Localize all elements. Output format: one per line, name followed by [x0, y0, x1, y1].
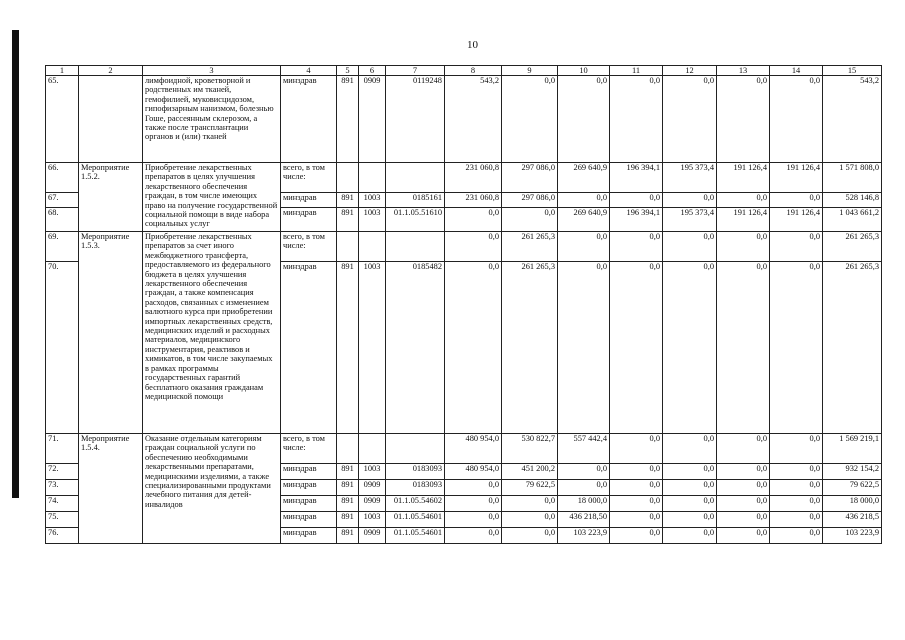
- value-cell: 0,0: [502, 208, 558, 232]
- table-row: [46, 232, 882, 262]
- value-cell: 1 569 219,1: [823, 434, 882, 464]
- row-number: 72.: [46, 464, 79, 480]
- code-cell: [337, 163, 359, 193]
- value-cell: 0,0: [558, 232, 610, 262]
- value-cell: 231 060,8: [445, 193, 502, 208]
- value-cell: 0,0: [610, 193, 663, 208]
- code-cell: 1003: [359, 512, 386, 528]
- value-cell: 0,0: [770, 262, 823, 434]
- value-cell: 103 223,9: [823, 528, 882, 544]
- value-cell: 0,0: [502, 496, 558, 512]
- code-cell: 0909: [359, 528, 386, 544]
- header-cell: 9: [502, 66, 558, 76]
- value-cell: 0,0: [610, 480, 663, 496]
- row-number: 75.: [46, 512, 79, 528]
- payer-cell: минздрав: [281, 480, 337, 496]
- value-cell: 0,0: [717, 76, 770, 163]
- code-cell: [337, 434, 359, 464]
- value-cell: 0,0: [663, 434, 717, 464]
- value-cell: 0,0: [770, 232, 823, 262]
- value-cell: 0,0: [445, 232, 502, 262]
- value-cell: 79 622,5: [823, 480, 882, 496]
- value-cell: 543,2: [445, 76, 502, 163]
- header-cell: 1: [46, 66, 79, 76]
- value-cell: 0,0: [445, 512, 502, 528]
- description-cell: Приобретение лекарственных препаратов в целях улучшения лекарственного обеспечения граждан, в том числе имеющих право на получение государственной социальной помощи в виде набора социальных услуг: [143, 163, 281, 232]
- code-cell: 891: [337, 262, 359, 434]
- value-cell: 0,0: [445, 262, 502, 434]
- value-cell: 543,2: [823, 76, 882, 163]
- value-cell: 0,0: [663, 464, 717, 480]
- payer-cell: минздрав: [281, 76, 337, 163]
- code-cell: 0185482: [386, 262, 445, 434]
- header-row: [46, 66, 882, 76]
- value-cell: 0,0: [610, 232, 663, 262]
- value-cell: 261 265,3: [823, 232, 882, 262]
- value-cell: 0,0: [445, 496, 502, 512]
- value-cell: 0,0: [558, 76, 610, 163]
- table-row: [46, 76, 882, 163]
- row-number: 68.: [46, 208, 79, 232]
- value-cell: 480 954,0: [445, 464, 502, 480]
- header-cell: 10: [558, 66, 610, 76]
- payer-cell: минздрав: [281, 193, 337, 208]
- code-cell: 891: [337, 193, 359, 208]
- value-cell: 0,0: [663, 262, 717, 434]
- table-row: [46, 163, 882, 193]
- payer-cell: всего, в том числе:: [281, 434, 337, 464]
- value-cell: 261 265,3: [502, 232, 558, 262]
- value-cell: 0,0: [558, 262, 610, 434]
- value-cell: 0,0: [663, 528, 717, 544]
- value-cell: 0,0: [717, 232, 770, 262]
- value-cell: 0,0: [558, 480, 610, 496]
- payer-cell: минздрав: [281, 208, 337, 232]
- value-cell: 0,0: [445, 528, 502, 544]
- value-cell: 0,0: [717, 512, 770, 528]
- budget-table: [45, 65, 882, 544]
- value-cell: 231 060,8: [445, 163, 502, 193]
- value-cell: 436 218,5: [823, 512, 882, 528]
- value-cell: 0,0: [610, 76, 663, 163]
- payer-cell: минздрав: [281, 528, 337, 544]
- code-cell: 0119248: [386, 76, 445, 163]
- value-cell: 196 394,1: [610, 208, 663, 232]
- value-cell: 0,0: [663, 76, 717, 163]
- value-cell: 0,0: [717, 193, 770, 208]
- value-cell: 0,0: [717, 528, 770, 544]
- header-cell: 3: [143, 66, 281, 76]
- code-cell: [386, 434, 445, 464]
- header-cell: 11: [610, 66, 663, 76]
- code-cell: 0909: [359, 480, 386, 496]
- value-cell: 530 822,7: [502, 434, 558, 464]
- row-number: 74.: [46, 496, 79, 512]
- value-cell: 480 954,0: [445, 434, 502, 464]
- payer-cell: минздрав: [281, 464, 337, 480]
- row-number: 71.: [46, 434, 79, 464]
- code-cell: 01.1.05.54601: [386, 512, 445, 528]
- value-cell: 0,0: [717, 480, 770, 496]
- code-cell: 01.1.05.54602: [386, 496, 445, 512]
- value-cell: 0,0: [717, 464, 770, 480]
- row-number: 69.: [46, 232, 79, 262]
- row-number: 67.: [46, 193, 79, 208]
- value-cell: 18 000,0: [558, 496, 610, 512]
- value-cell: 0,0: [502, 512, 558, 528]
- code-cell: 891: [337, 208, 359, 232]
- code-cell: 1003: [359, 464, 386, 480]
- header-cell: 14: [770, 66, 823, 76]
- value-cell: 195 373,4: [663, 208, 717, 232]
- value-cell: 269 640,9: [558, 208, 610, 232]
- value-cell: 932 154,2: [823, 464, 882, 480]
- code-cell: 1003: [359, 193, 386, 208]
- value-cell: 191 126,4: [770, 208, 823, 232]
- event-cell: Мероприятие 1.5.4.: [79, 434, 143, 544]
- value-cell: 0,0: [663, 480, 717, 496]
- value-cell: 261 265,3: [823, 262, 882, 434]
- description-cell: Приобретение лекарственных препаратов за счет иного межбюджетного трансферта, предоставляемого из федерального бюджета в целях улучшения лекарственного обеспечения граждан, а также компенсация расходов, связанных с изменением валютного курса при приобретении импортных лекарственных средств, медицинских изделий и расходных материалов, медицинского инструментария, реактивов и химикатов, в том числе закупаемых в рамках программы государственных гарантий бесплатного оказания гражданам медицинской помощи: [143, 232, 281, 434]
- value-cell: 191 126,4: [717, 163, 770, 193]
- payer-cell: минздрав: [281, 512, 337, 528]
- payer-cell: минздрав: [281, 496, 337, 512]
- description-cell: Оказание отдельным категориям граждан социальной услуги по обеспечению необходимыми лекарственными препаратами, медицинскими изделиями, а также специализированными продуктами лечебного питания для детей-инвалидов: [143, 434, 281, 544]
- value-cell: 297 086,0: [502, 163, 558, 193]
- value-cell: 103 223,9: [558, 528, 610, 544]
- event-cell: [79, 76, 143, 163]
- code-cell: 0909: [359, 76, 386, 163]
- value-cell: 191 126,4: [770, 163, 823, 193]
- code-cell: [359, 163, 386, 193]
- code-cell: 891: [337, 512, 359, 528]
- value-cell: 0,0: [610, 496, 663, 512]
- header-cell: 15: [823, 66, 882, 76]
- value-cell: 0,0: [770, 496, 823, 512]
- value-cell: 0,0: [502, 528, 558, 544]
- value-cell: 0,0: [445, 480, 502, 496]
- value-cell: 0,0: [770, 480, 823, 496]
- value-cell: 0,0: [610, 512, 663, 528]
- event-cell: Мероприятие 1.5.2.: [79, 163, 143, 232]
- code-cell: [386, 232, 445, 262]
- event-cell: Мероприятие 1.5.3.: [79, 232, 143, 434]
- header-cell: 4: [281, 66, 337, 76]
- code-cell: 0183093: [386, 480, 445, 496]
- row-number: 76.: [46, 528, 79, 544]
- header-cell: 5: [337, 66, 359, 76]
- value-cell: 0,0: [610, 262, 663, 434]
- value-cell: 0,0: [717, 496, 770, 512]
- code-cell: 891: [337, 76, 359, 163]
- value-cell: 451 200,2: [502, 464, 558, 480]
- value-cell: 0,0: [770, 76, 823, 163]
- code-cell: 0183093: [386, 464, 445, 480]
- header-cell: 6: [359, 66, 386, 76]
- code-cell: [359, 232, 386, 262]
- value-cell: 0,0: [558, 193, 610, 208]
- value-cell: 0,0: [770, 193, 823, 208]
- header-cell: 8: [445, 66, 502, 76]
- binding-edge: [12, 30, 19, 498]
- value-cell: 196 394,1: [610, 163, 663, 193]
- value-cell: 0,0: [663, 232, 717, 262]
- code-cell: [386, 163, 445, 193]
- code-cell: [337, 232, 359, 262]
- code-cell: 891: [337, 480, 359, 496]
- value-cell: 0,0: [770, 528, 823, 544]
- description-cell: лимфоидной, кроветворной и родственных им тканей, гемофилией, муковисцидозом, гипофизарным нанизмом, болезнью Гоше, рассеянным склерозом, а также после трансплантации органов и (или) тканей: [143, 76, 281, 163]
- value-cell: 191 126,4: [717, 208, 770, 232]
- value-cell: 1 571 808,0: [823, 163, 882, 193]
- payer-cell: всего, в том числе:: [281, 163, 337, 193]
- value-cell: 528 146,8: [823, 193, 882, 208]
- value-cell: 79 622,5: [502, 480, 558, 496]
- value-cell: 195 373,4: [663, 163, 717, 193]
- payer-cell: всего, в том числе:: [281, 232, 337, 262]
- value-cell: 436 218,50: [558, 512, 610, 528]
- value-cell: 0,0: [770, 434, 823, 464]
- value-cell: 18 000,0: [823, 496, 882, 512]
- value-cell: 0,0: [558, 464, 610, 480]
- value-cell: 261 265,3: [502, 262, 558, 434]
- code-cell: 891: [337, 528, 359, 544]
- code-cell: 891: [337, 496, 359, 512]
- row-number: 66.: [46, 163, 79, 193]
- value-cell: 0,0: [610, 464, 663, 480]
- value-cell: 0,0: [717, 262, 770, 434]
- header-cell: 13: [717, 66, 770, 76]
- header-cell: 12: [663, 66, 717, 76]
- value-cell: 0,0: [663, 193, 717, 208]
- value-cell: 0,0: [610, 528, 663, 544]
- code-cell: 1003: [359, 208, 386, 232]
- page-number: 10: [467, 39, 478, 51]
- header-cell: 2: [79, 66, 143, 76]
- value-cell: 0,0: [502, 76, 558, 163]
- header-cell: 7: [386, 66, 445, 76]
- value-cell: 0,0: [663, 496, 717, 512]
- row-number: 70.: [46, 262, 79, 434]
- code-cell: [359, 434, 386, 464]
- value-cell: 297 086,0: [502, 193, 558, 208]
- table-row: [46, 434, 882, 464]
- row-number: 65.: [46, 76, 79, 163]
- value-cell: 0,0: [445, 208, 502, 232]
- code-cell: 01.1.05.54601: [386, 528, 445, 544]
- code-cell: 0909: [359, 496, 386, 512]
- code-cell: 1003: [359, 262, 386, 434]
- row-number: 73.: [46, 480, 79, 496]
- value-cell: 269 640,9: [558, 163, 610, 193]
- payer-cell: минздрав: [281, 262, 337, 434]
- value-cell: 0,0: [717, 434, 770, 464]
- code-cell: 891: [337, 464, 359, 480]
- value-cell: 0,0: [610, 434, 663, 464]
- value-cell: 1 043 661,2: [823, 208, 882, 232]
- code-cell: 01.1.05.51610: [386, 208, 445, 232]
- value-cell: 0,0: [770, 512, 823, 528]
- value-cell: 0,0: [770, 464, 823, 480]
- value-cell: 557 442,4: [558, 434, 610, 464]
- code-cell: 0185161: [386, 193, 445, 208]
- value-cell: 0,0: [663, 512, 717, 528]
